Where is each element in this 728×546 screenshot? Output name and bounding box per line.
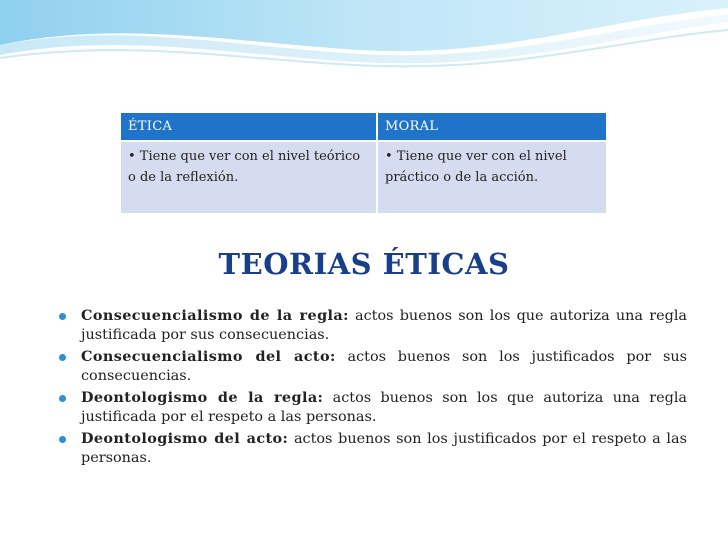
list-item (47, 429, 687, 468)
bullet-list (47, 306, 687, 470)
comparison-table (121, 113, 606, 213)
bullet-text: actos buenos son los que autoriza una regla justificada por sus consecuencias. (81, 308, 687, 343)
bullet-icon (59, 354, 66, 361)
bullet-term: Consecuencialismo de la regla: (81, 307, 349, 324)
list-item (47, 347, 687, 386)
bullet-text: actos buenos son los justificados por sus consecuencias. (81, 349, 687, 384)
wave-decoration (0, 0, 728, 80)
list-item (47, 388, 687, 427)
bullet-icon (59, 436, 66, 443)
bullet-term: Consecuencialismo del acto: (81, 348, 336, 365)
table-cell-moral: • Tiene que ver con el nivel práctico o de la acción. (377, 141, 606, 213)
table-header-moral: MORAL (377, 113, 606, 141)
bullet-text: actos buenos son los que autoriza una regla justificada por el respeto a las personas. (81, 390, 688, 425)
list-item (47, 306, 687, 345)
bullet-icon (59, 395, 66, 402)
bullet-term: Deontologismo de la regla: (81, 389, 324, 406)
bullet-icon (59, 313, 66, 320)
table-cell-etica: • Tiene que ver con el nivel teórico o de la reflexión. (121, 141, 377, 213)
slide-title: TEORIAS ÉTICAS (218, 247, 510, 281)
bullet-term: Deontologismo del acto: (81, 430, 289, 447)
table-header-etica: ÉTICA (121, 113, 377, 141)
bullet-text: actos buenos son los justificados por el respeto a las personas. (81, 431, 687, 466)
